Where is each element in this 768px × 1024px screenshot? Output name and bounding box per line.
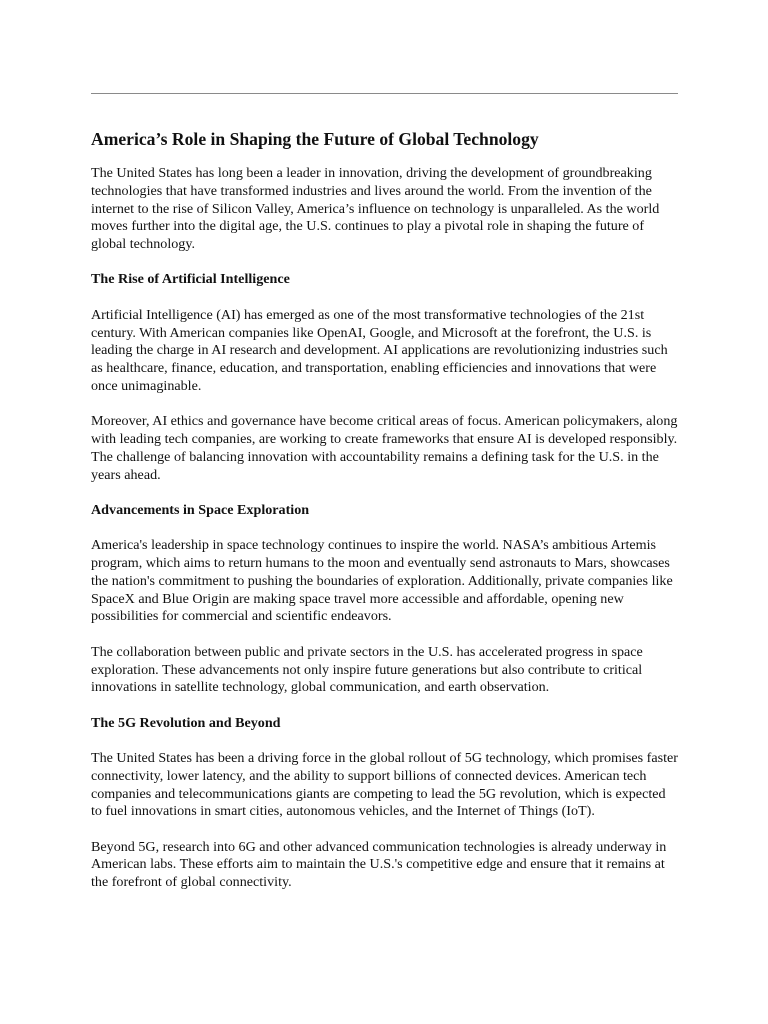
5g-paragraph-2: Beyond 5G, research into 6G and other advanced communication technologies is already underway in American labs. These efforts aim to maintain the U.S.'s competitive edge and ensure that it remains at the forefront of global connectivity.: [91, 838, 667, 891]
space-paragraph-1: America's leadership in space technology continues to inspire the world. NASA’s ambitious Artemis program, which aims to return humans to the moon and eventually send astronauts to Mars, showcases the nation's commitment to pushing the boundaries of exploration. Additionally, private companies like SpaceX and Blue Origin are making space travel more accessible and affordable, opening new possibilities for commercial and scientific endeavors.: [91, 537, 673, 625]
section-heading-5g: The 5G Revolution and Beyond: [91, 714, 281, 731]
section-heading-ai: The Rise of Artificial Intelligence: [91, 271, 290, 288]
space-paragraph-2: The collaboration between public and private sectors in the U.S. has accelerated progress in space exploration. These advancements not only inspire future generations but also contribute to critical innovations in satellite technology, global communication, and earth observation.: [91, 643, 643, 696]
ai-paragraph-2: Moreover, AI ethics and governance have become critical areas of focus. American policymakers, along with leading tech companies, are working to create frameworks that ensure AI is developed responsibly. The challenge of balancing innovation with accountability remains a defining task for the U.S. in the years ahead.: [91, 413, 678, 483]
section-heading-space: Advancements in Space Exploration: [91, 501, 310, 518]
intro-paragraph: The United States has long been a leader in innovation, driving the development of groundbreaking technologies that have transformed industries and lives around the world. From the invention of the internet to the rise of Silicon Valley, America’s influence on technology is unparalleled. As the world moves further into the digital age, the U.S. continues to play a pivotal role in shaping the future of global technology.: [91, 165, 660, 253]
header-rule: [91, 93, 678, 94]
document-title: America’s Role in Shaping the Future of Global Technology: [91, 129, 539, 149]
5g-paragraph-1: The United States has been a driving force in the global rollout of 5G technology, which promises faster connectivity, lower latency, and the ability to support billions of connected devices. American tech companies and telecommunications giants are competing to lead the 5G revolution, which is expected to fuel innovations in smart cities, autonomous vehicles, and the Internet of Things (IoT).: [91, 749, 678, 820]
ai-paragraph-1: Artificial Intelligence (AI) has emerged as one of the most transformative technologies of the 21st century. With American companies like OpenAI, Google, and Microsoft at the forefront, the U.S. is leading the charge in AI research and development. AI applications are revolutionizing industries such as healthcare, finance, education, and transportation, enabling efficiencies and innovations that were once unimaginable.: [91, 306, 668, 394]
document-body: [91, 165, 679, 910]
